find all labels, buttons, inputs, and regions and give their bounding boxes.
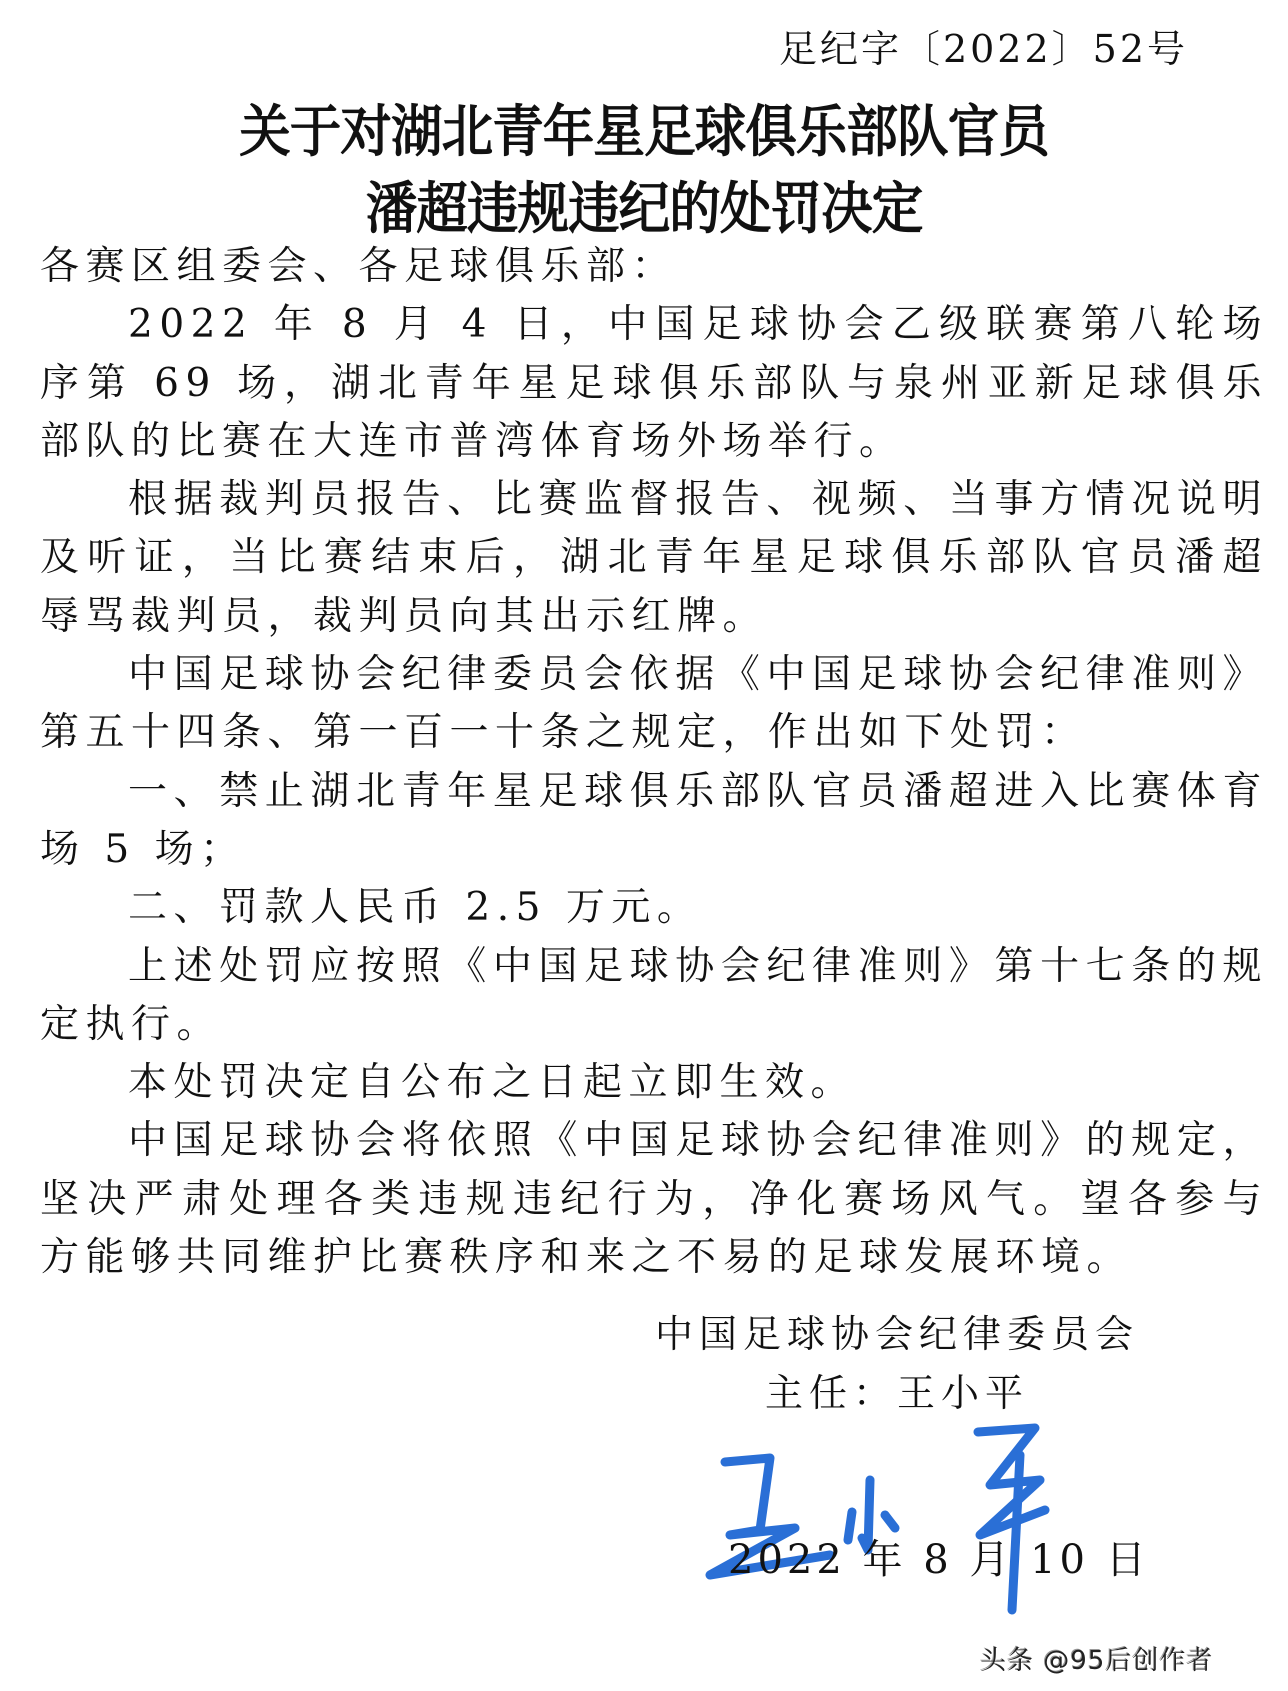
paragraph-incident: 2022 年 8 月 4 日，中国足球协会乙级联赛第八轮场序第 69 场，湖北青年星足球俱乐部队与泉州亚新足球俱乐部队的比赛在大连市普湾体育场外场举行。 (40, 302, 1268, 464)
signatory-name: 主任：王小平 (765, 1371, 1030, 1415)
document-date: 2022 年 8 月 10 日 (728, 1537, 1150, 1583)
source-watermark: 头条 @95后创作者 (980, 1646, 1214, 1676)
paragraph-effective: 本处罚决定自公布之日起立即生效。 (128, 1060, 857, 1106)
handwritten-signature (690, 1410, 1090, 1620)
paragraph-closing: 中国足球协会将依照《中国足球协会纪律准则》的规定，坚决严肃处理各类违规违纪行为，净化赛场风气。望各参与方能够共同维护比赛秩序和来之不易的足球发展环境。 (40, 1118, 1268, 1281)
paragraph-execution: 上述处罚应按照《中国足球协会纪律准则》第十七条的规定执行。 (40, 943, 1268, 1047)
paragraph-facts: 根据裁判员报告、比赛监督报告、视频、当事方情况说明及听证，当比赛结束后，湖北青年星足球俱乐部队官员潘超辱骂裁判员，裁判员向其出示红牌。 (40, 477, 1268, 639)
penalty-item-1: 一、禁止湖北青年星足球俱乐部队官员潘超进入比赛体育场 5 场； (40, 768, 1268, 872)
paragraph-basis: 中国足球协会纪律委员会依据《中国足球协会纪律准则》第五十四条、第一百一十条之规定，作出如下处罚： (40, 652, 1268, 756)
penalty-item-2: 二、罚款人民币 2.5 万元。 (128, 885, 703, 931)
document-title-line-1: 关于对湖北青年星足球俱乐部队官员 (239, 99, 1049, 165)
document-title-line-2: 潘超违规违纪的处罚决定 (365, 176, 923, 242)
salutation: 各赛区组委会、各足球俱乐部： (40, 244, 678, 289)
document-number: 足纪字〔2022〕52号 (778, 27, 1188, 71)
document-body (40, 238, 1268, 1287)
signatory-organization: 中国足球协会纪律委员会 (655, 1312, 1140, 1356)
